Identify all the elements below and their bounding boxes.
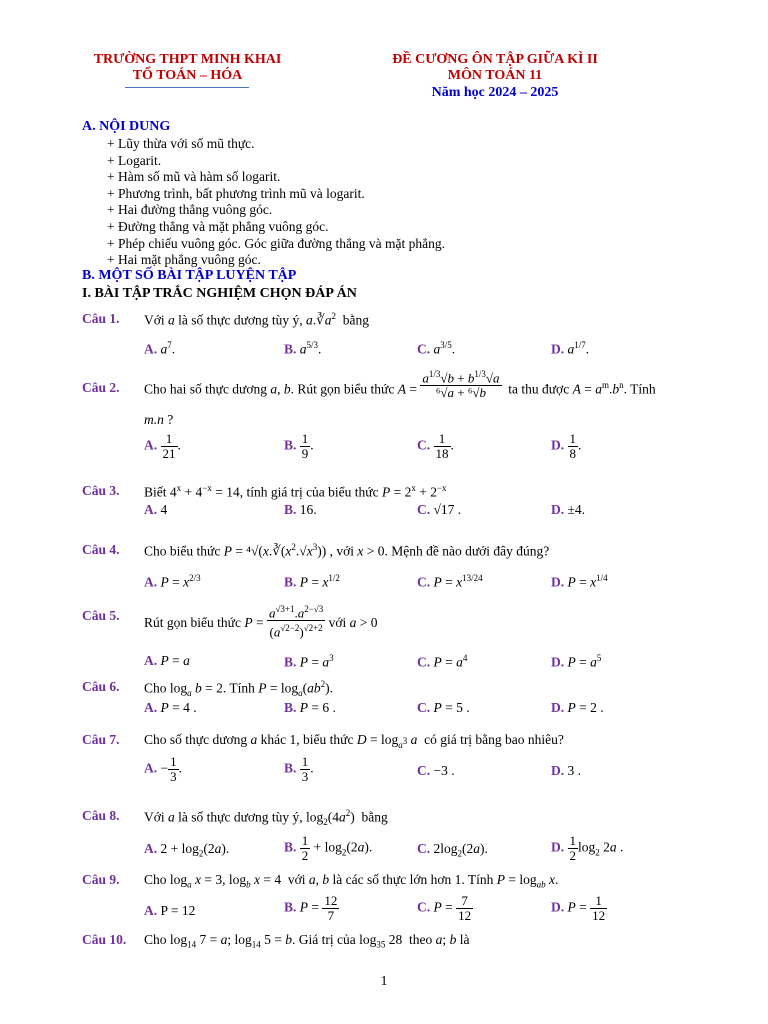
list-item: + Hai đường thẳng vuông góc. xyxy=(107,202,273,218)
list-item: + Phép chiếu vuông góc. Góc giữa đường thẳng và mặt phẳng. xyxy=(107,235,445,251)
list-item: + Logarit. xyxy=(107,152,162,168)
school-year: Năm học 2024 – 2025 xyxy=(431,85,559,100)
question-label: Câu 1. xyxy=(82,311,120,326)
school-name: TRƯỜNG THPT MINH KHAI xyxy=(93,52,282,67)
section-a-title: A. NỘI DUNG xyxy=(82,119,171,134)
header-divider xyxy=(125,87,249,88)
section-b-title: B. MỘT SỐ BÀI TẬP LUYỆN TẬP xyxy=(82,268,297,283)
list-item: + Đường thẳng và mặt phẳng vuông góc. xyxy=(107,218,329,234)
page-number: 1 xyxy=(380,974,388,989)
section-b-subtitle: I. BÀI TẬP TRẮC NGHIỆM CHỌN ĐÁP ÁN xyxy=(82,286,357,301)
list-item: + Hai mặt phẳng vuông góc. xyxy=(107,252,261,268)
department: TỔ TOÁN – HÓA xyxy=(132,68,243,83)
question-text: Với a là số thực dương tùy ý, $a.∛a^2$ bằng xyxy=(144,311,370,328)
doc-title: ĐỀ CƯƠNG ÔN TẬP GIỮA KÌ II xyxy=(392,52,598,67)
list-item: + Lũy thừa với số mũ thực. xyxy=(107,136,255,151)
subject: MÔN TOÁN 11 xyxy=(447,68,543,83)
content-list xyxy=(107,136,445,269)
list-item: + Hàm số mũ và hàm số logarit. xyxy=(107,169,281,185)
list-item: + Phương trình, bất phương trình mũ và logarit. xyxy=(107,185,365,201)
